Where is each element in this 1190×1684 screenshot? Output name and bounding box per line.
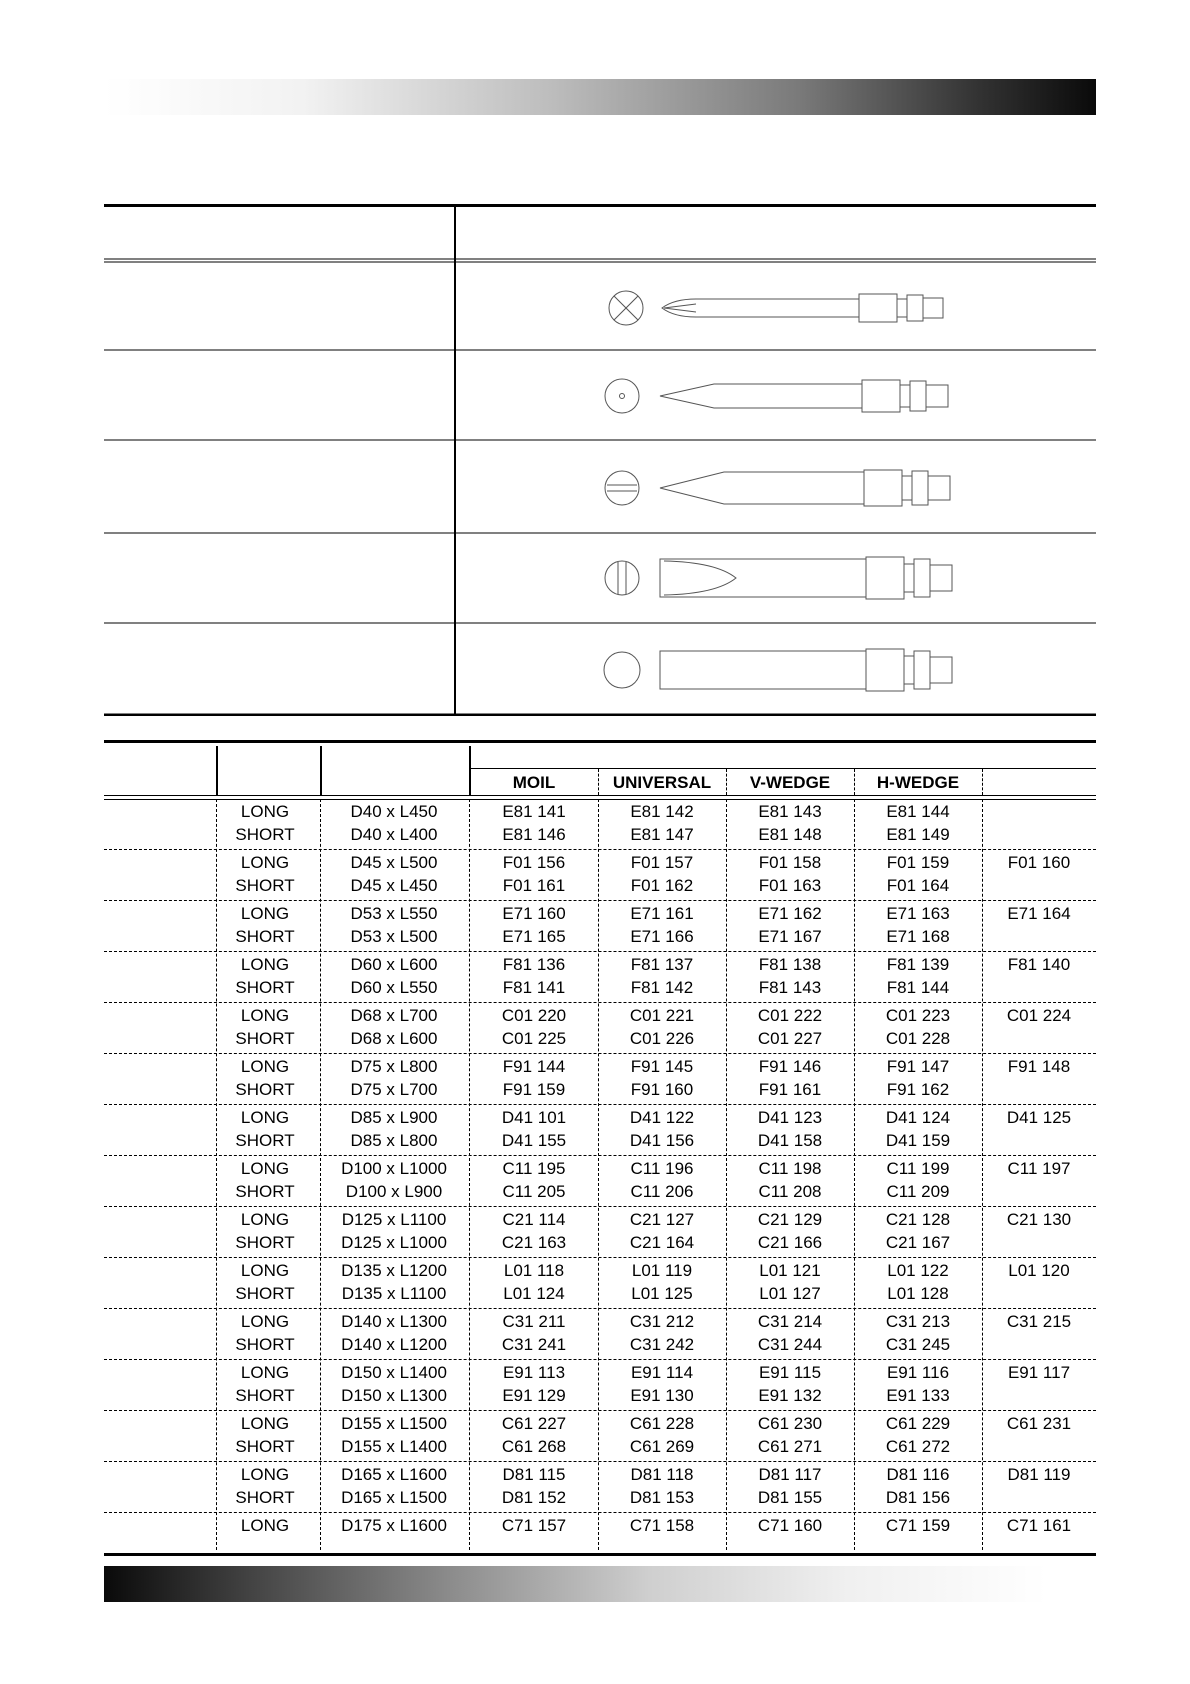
moil-part-cell: C21 114	[502, 1210, 566, 1229]
extra-part-cell	[982, 823, 1096, 847]
v-wedge-part-cell: L01 127	[759, 1284, 821, 1303]
moil-part-cell: D41 101	[501, 1108, 567, 1127]
table-row-long	[104, 1055, 1096, 1079]
universal-part-cell: C11 196	[630, 1159, 694, 1178]
table-row-long	[104, 1361, 1096, 1385]
size-group	[104, 1207, 1096, 1258]
moil-part-cell: C61 227	[501, 1414, 567, 1433]
extra-part-cell	[982, 1180, 1096, 1204]
length-cell: SHORT	[235, 876, 295, 895]
size-cell: D165 x L1600	[341, 1465, 447, 1484]
h-wedge-part-cell: C11 209	[886, 1182, 950, 1201]
moil-part-cell: F01 156	[502, 853, 566, 872]
h-wedge-part-cell: E81 144	[886, 802, 950, 821]
conical-point-icon	[604, 366, 1074, 426]
size-cell: D150 x L1400	[341, 1363, 447, 1382]
length-cell: LONG	[240, 1465, 290, 1484]
length-cell: LONG	[240, 1414, 290, 1433]
size-cell: D100 x L900	[345, 1182, 443, 1201]
length-cell: LONG	[240, 1006, 290, 1025]
moil-point-tool-drawing	[604, 278, 1074, 338]
extra-part-cell	[982, 874, 1096, 898]
size-group	[104, 1105, 1096, 1156]
universal-part-cell: C31 242	[629, 1335, 695, 1354]
v-wedge-part-cell: F01 158	[758, 853, 822, 872]
moil-part-cell: C61 268	[501, 1437, 567, 1456]
size-cell: D165 x L1500	[341, 1488, 447, 1507]
h-wedge-part-cell: C71 159	[885, 1516, 951, 1535]
universal-part-cell: L01 119	[631, 1261, 693, 1280]
extra-part-cell: E71 164	[1007, 904, 1071, 923]
footer-gradient-band	[104, 1566, 1096, 1602]
moil-part-cell: C21 163	[501, 1233, 567, 1252]
wedge-chisel-icon	[604, 548, 1074, 608]
size-cell: D125 x L1100	[341, 1210, 447, 1229]
size-group	[104, 952, 1096, 1003]
v-wedge-part-cell: E71 162	[758, 904, 822, 923]
length-cell: LONG	[240, 1363, 290, 1382]
extra-part-cell	[982, 1231, 1096, 1255]
h-wedge-part-cell: C01 228	[885, 1029, 951, 1048]
header-divider	[216, 746, 218, 795]
moil-part-cell: E71 165	[502, 927, 566, 946]
table-row-short	[104, 874, 1096, 898]
moil-part-cell: C11 195	[502, 1159, 566, 1178]
extra-part-cell	[982, 1333, 1096, 1357]
table-row-long	[104, 851, 1096, 875]
h-wedge-part-cell: F01 164	[886, 876, 950, 895]
length-cell: LONG	[240, 853, 290, 872]
extra-part-cell: D81 119	[1007, 1465, 1071, 1484]
length-cell: SHORT	[235, 825, 295, 844]
v-wedge-part-cell: C31 244	[757, 1335, 823, 1354]
length-cell: SHORT	[235, 1335, 295, 1354]
v-wedge-part-cell: C21 129	[757, 1210, 823, 1229]
v-wedge-part-cell: C31 214	[757, 1312, 823, 1331]
extra-part-cell: C11 197	[1007, 1159, 1071, 1178]
h-wedge-column-header: H-WEDGE	[876, 773, 960, 792]
extra-part-cell	[982, 1027, 1096, 1051]
size-cell: D150 x L1300	[341, 1386, 447, 1405]
h-wedge-part-cell: D41 124	[885, 1108, 951, 1127]
size-group	[104, 799, 1096, 850]
v-wedge-part-cell: C11 198	[758, 1159, 822, 1178]
v-wedge-part-cell: F01 163	[758, 876, 822, 895]
extra-part-cell	[982, 1486, 1096, 1510]
v-wedge-part-cell: L01 121	[759, 1261, 821, 1280]
h-wedge-part-cell: F81 144	[886, 978, 950, 997]
moil-part-cell: F91 159	[502, 1080, 566, 1099]
table-row-long	[104, 1412, 1096, 1436]
extra-part-cell: L01 120	[1008, 1261, 1070, 1280]
table-row-long	[104, 1514, 1096, 1538]
length-cell: SHORT	[235, 927, 295, 946]
h-wedge-part-cell: L01 128	[887, 1284, 949, 1303]
size-group	[104, 1054, 1096, 1105]
universal-part-cell: L01 125	[631, 1284, 693, 1303]
table-row-long	[104, 800, 1096, 824]
universal-part-cell: E91 130	[630, 1386, 694, 1405]
moil-part-cell: F81 141	[502, 978, 566, 997]
extra-part-cell	[982, 1435, 1096, 1459]
size-cell: D85 x L900	[350, 1108, 438, 1127]
length-cell: SHORT	[235, 1437, 295, 1456]
universal-part-cell: C21 164	[629, 1233, 695, 1252]
moil-point-icon	[604, 278, 1074, 338]
size-group	[104, 1003, 1096, 1054]
universal-part-cell: E71 166	[630, 927, 694, 946]
universal-column-header: UNIVERSAL	[612, 773, 712, 792]
size-group	[104, 850, 1096, 901]
v-wedge-part-cell: E91 132	[758, 1386, 822, 1405]
moil-part-cell: E81 146	[502, 825, 566, 844]
chisel-point-tool-drawing	[604, 458, 1074, 518]
h-wedge-part-cell: C01 223	[885, 1006, 951, 1025]
length-cell: SHORT	[235, 1233, 295, 1252]
size-cell: D175 x L1600	[341, 1516, 447, 1535]
table-row-long	[104, 1259, 1096, 1283]
v-wedge-part-cell: E81 143	[758, 802, 822, 821]
size-cell: D53 x L500	[350, 927, 438, 946]
extra-part-cell: C61 231	[1006, 1414, 1072, 1433]
v-wedge-part-cell: C11 208	[758, 1182, 822, 1201]
size-cell: D85 x L800	[350, 1131, 438, 1150]
length-cell: LONG	[240, 904, 290, 923]
length-cell: LONG	[240, 802, 290, 821]
h-wedge-part-cell: E81 149	[886, 825, 950, 844]
moil-part-cell: E81 141	[502, 802, 566, 821]
h-wedge-part-cell: D41 159	[885, 1131, 951, 1150]
moil-part-cell: C31 241	[501, 1335, 567, 1354]
v-wedge-part-cell: E71 167	[758, 927, 822, 946]
h-wedge-part-cell: E71 163	[886, 904, 950, 923]
size-cell: D75 x L800	[350, 1057, 438, 1076]
v-wedge-part-cell: E81 148	[758, 825, 822, 844]
length-cell: LONG	[240, 1057, 290, 1076]
h-wedge-part-cell: C11 199	[886, 1159, 950, 1178]
universal-part-cell: F01 157	[630, 853, 694, 872]
size-cell: D140 x L1200	[341, 1335, 447, 1354]
h-wedge-part-cell: F01 159	[886, 853, 950, 872]
h-wedge-part-cell: E91 133	[886, 1386, 950, 1405]
extra-part-cell: F01 160	[1007, 853, 1071, 872]
part-number-table	[104, 740, 1096, 1556]
length-cell: SHORT	[235, 1386, 295, 1405]
universal-part-cell: F81 137	[630, 955, 694, 974]
h-wedge-part-cell: F91 147	[886, 1057, 950, 1076]
moil-part-cell: D81 152	[501, 1488, 567, 1507]
extra-part-cell	[982, 1282, 1096, 1306]
h-wedge-part-cell: C61 272	[885, 1437, 951, 1456]
table-row-short	[104, 1231, 1096, 1255]
moil-part-cell: F81 136	[502, 955, 566, 974]
moil-part-cell: D81 115	[502, 1465, 566, 1484]
h-wedge-part-cell: C21 167	[885, 1233, 951, 1252]
table-row-long	[104, 1208, 1096, 1232]
v-wedge-part-cell: F91 146	[758, 1057, 822, 1076]
universal-part-cell: D81 153	[629, 1488, 695, 1507]
length-cell: LONG	[240, 1516, 290, 1535]
size-group	[104, 1156, 1096, 1207]
v-wedge-part-cell: C01 227	[757, 1029, 823, 1048]
size-group	[104, 1411, 1096, 1462]
v-wedge-part-cell: C61 271	[757, 1437, 823, 1456]
extra-part-cell: F91 148	[1007, 1057, 1071, 1076]
size-cell: D68 x L700	[350, 1006, 438, 1025]
extra-part-cell	[982, 1129, 1096, 1153]
table-row-long	[104, 1310, 1096, 1334]
h-wedge-part-cell: L01 122	[887, 1261, 949, 1280]
moil-part-cell: C11 205	[502, 1182, 566, 1201]
table-row-long	[104, 953, 1096, 977]
length-cell: LONG	[240, 1108, 290, 1127]
table-body	[104, 799, 1096, 1567]
size-cell: D75 x L700	[350, 1080, 438, 1099]
moil-column-header: MOIL	[512, 773, 556, 792]
length-cell: SHORT	[235, 1488, 295, 1507]
table-row-long	[104, 1463, 1096, 1487]
table-row-short	[104, 976, 1096, 1000]
h-wedge-part-cell: D81 156	[885, 1488, 951, 1507]
v-wedge-part-cell: C21 166	[757, 1233, 823, 1252]
size-cell: D45 x L500	[350, 853, 438, 872]
v-wedge-part-cell: D81 155	[757, 1488, 823, 1507]
size-cell: D125 x L1000	[341, 1233, 447, 1252]
table-row-short	[104, 1027, 1096, 1051]
universal-part-cell: E81 147	[630, 825, 694, 844]
length-cell: LONG	[240, 955, 290, 974]
extra-part-cell	[982, 976, 1096, 1000]
h-wedge-part-cell: E91 116	[886, 1363, 950, 1382]
extra-part-cell: E91 117	[1007, 1363, 1071, 1382]
size-cell: D155 x L1400	[341, 1437, 447, 1456]
size-cell: D40 x L400	[350, 825, 438, 844]
universal-part-cell: D41 156	[629, 1131, 695, 1150]
v-wedge-part-cell: D41 158	[757, 1131, 823, 1150]
length-cell: SHORT	[235, 1131, 295, 1150]
h-wedge-part-cell: E71 168	[886, 927, 950, 946]
table-row-short	[104, 1078, 1096, 1102]
header-dash-divider	[982, 769, 983, 795]
length-cell: SHORT	[235, 1080, 295, 1099]
universal-part-cell: C01 226	[629, 1029, 695, 1048]
moil-part-cell: E71 160	[502, 904, 566, 923]
universal-part-cell: C31 212	[629, 1312, 695, 1331]
table-row-short	[104, 1129, 1096, 1153]
v-wedge-part-cell: C01 222	[757, 1006, 823, 1025]
size-group	[104, 1360, 1096, 1411]
size-cell: D60 x L550	[350, 978, 438, 997]
moil-part-cell: D41 155	[501, 1131, 567, 1150]
blunt-tool-icon	[604, 640, 1074, 700]
moil-part-cell: F01 161	[502, 876, 566, 895]
universal-part-cell: C11 206	[630, 1182, 694, 1201]
v-wedge-part-cell: F81 143	[758, 978, 822, 997]
extra-part-cell: D41 125	[1006, 1108, 1072, 1127]
size-cell: D135 x L1200	[341, 1261, 447, 1280]
conical-point-tool-drawing	[604, 366, 1074, 426]
table-row-long	[104, 1106, 1096, 1130]
table-row-short	[104, 1180, 1096, 1204]
table-row-short	[104, 1282, 1096, 1306]
blunt-tool-drawing	[604, 640, 1074, 700]
wedge-chisel-tool-drawing	[604, 548, 1074, 608]
length-cell: SHORT	[235, 978, 295, 997]
v-wedge-part-cell: D81 117	[758, 1465, 822, 1484]
extra-part-cell: C31 215	[1006, 1312, 1072, 1331]
universal-part-cell: F81 142	[630, 978, 694, 997]
size-cell: D135 x L1100	[341, 1284, 447, 1303]
h-wedge-part-cell: F81 139	[886, 955, 950, 974]
size-cell: D140 x L1300	[341, 1312, 447, 1331]
chisel-point-icon	[604, 458, 1074, 518]
v-wedge-part-cell: E91 115	[758, 1363, 822, 1382]
v-wedge-part-cell: F81 138	[758, 955, 822, 974]
moil-part-cell: E91 113	[502, 1363, 566, 1382]
moil-part-cell: F91 144	[502, 1057, 566, 1076]
universal-part-cell: C61 269	[629, 1437, 695, 1456]
h-wedge-part-cell: C21 128	[885, 1210, 951, 1229]
universal-part-cell: F91 160	[630, 1080, 694, 1099]
length-cell: LONG	[240, 1210, 290, 1229]
table-row-short	[104, 1384, 1096, 1408]
v-wedge-column-header: V-WEDGE	[749, 773, 831, 792]
extra-part-cell	[982, 925, 1096, 949]
extra-part-cell: C71 161	[1006, 1516, 1072, 1535]
size-group	[104, 1309, 1096, 1360]
h-wedge-part-cell: F91 162	[886, 1080, 950, 1099]
h-wedge-part-cell: C61 229	[885, 1414, 951, 1433]
length-cell: SHORT	[235, 1284, 295, 1303]
extra-part-cell	[982, 1384, 1096, 1408]
size-group	[104, 1462, 1096, 1513]
extra-part-cell: C21 130	[1006, 1210, 1072, 1229]
size-cell: D100 x L1000	[341, 1159, 447, 1178]
v-wedge-part-cell: C71 160	[757, 1516, 823, 1535]
size-group	[104, 901, 1096, 952]
universal-part-cell: C71 158	[629, 1516, 695, 1535]
universal-part-cell: C01 221	[629, 1006, 695, 1025]
moil-part-cell: C01 220	[501, 1006, 567, 1025]
length-cell: SHORT	[235, 1029, 295, 1048]
universal-part-cell: C61 228	[629, 1414, 695, 1433]
extra-part-cell: F81 140	[1007, 955, 1071, 974]
moil-part-cell: C71 157	[501, 1516, 567, 1535]
universal-part-cell: E81 142	[630, 802, 694, 821]
size-cell: D40 x L450	[350, 802, 438, 821]
v-wedge-part-cell: D41 123	[757, 1108, 823, 1127]
table-row-short	[104, 925, 1096, 949]
size-cell: D68 x L600	[350, 1029, 438, 1048]
moil-part-cell: L01 124	[503, 1284, 565, 1303]
table-row-long	[104, 1157, 1096, 1181]
h-wedge-part-cell: D81 116	[886, 1465, 950, 1484]
h-wedge-part-cell: C31 245	[885, 1335, 951, 1354]
h-wedge-part-cell: C31 213	[885, 1312, 951, 1331]
universal-part-cell: E91 114	[630, 1363, 694, 1382]
v-wedge-part-cell: C61 230	[757, 1414, 823, 1433]
table-row-short	[104, 1486, 1096, 1510]
table-row-short	[104, 1333, 1096, 1357]
table-row-short	[104, 823, 1096, 847]
length-cell: LONG	[240, 1312, 290, 1331]
v-wedge-part-cell: F91 161	[758, 1080, 822, 1099]
size-cell: D155 x L1500	[341, 1414, 447, 1433]
universal-part-cell: F01 162	[630, 876, 694, 895]
size-group	[104, 1513, 1096, 1567]
extra-part-cell	[982, 1078, 1096, 1102]
moil-part-cell: L01 118	[503, 1261, 565, 1280]
size-cell: D60 x L600	[350, 955, 438, 974]
length-cell: LONG	[240, 1159, 290, 1178]
extra-part-cell: C01 224	[1006, 1006, 1072, 1025]
extra-part-cell	[982, 800, 1096, 824]
size-group	[104, 1258, 1096, 1309]
header-divider	[320, 746, 322, 795]
tool-profile-table	[104, 204, 1096, 716]
length-cell: LONG	[240, 1261, 290, 1280]
header-subline	[470, 768, 1096, 769]
moil-part-cell: C01 225	[501, 1029, 567, 1048]
universal-part-cell: D41 122	[629, 1108, 695, 1127]
universal-part-cell: C21 127	[629, 1210, 695, 1229]
universal-part-cell: D81 118	[630, 1465, 694, 1484]
moil-part-cell: C31 211	[502, 1312, 566, 1331]
size-cell: D53 x L550	[350, 904, 438, 923]
size-cell: D45 x L450	[350, 876, 438, 895]
universal-part-cell: F91 145	[630, 1057, 694, 1076]
length-cell: SHORT	[235, 1182, 295, 1201]
table-row-long	[104, 902, 1096, 926]
moil-part-cell: E91 129	[502, 1386, 566, 1405]
table-row-long	[104, 1004, 1096, 1028]
universal-part-cell: E71 161	[630, 904, 694, 923]
header-gradient-band	[104, 79, 1096, 115]
table-header	[104, 743, 1096, 797]
table-row-short	[104, 1435, 1096, 1459]
